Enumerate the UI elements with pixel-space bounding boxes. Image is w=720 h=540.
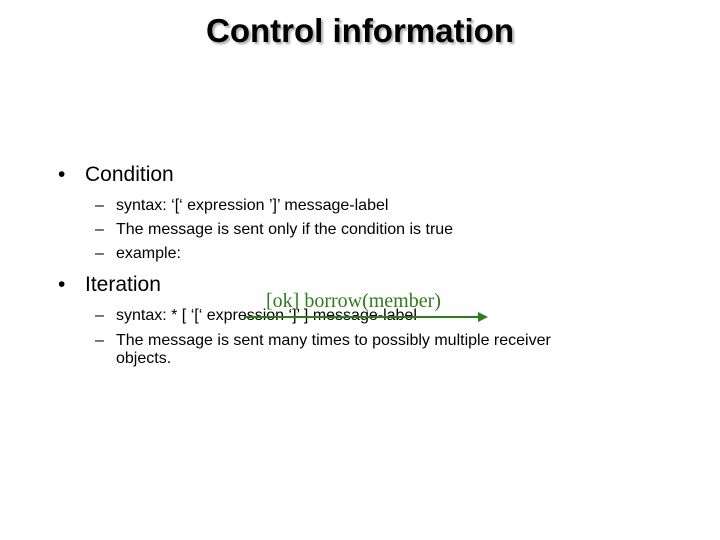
sub-bullet-text: objects. (116, 350, 172, 367)
example-message-label: [ok] borrow(member) (266, 290, 441, 312)
bullet-dot: • (58, 273, 66, 296)
slide-title: Control information (206, 12, 514, 49)
sub-bullet-text: example: (116, 245, 181, 262)
dash: – (95, 245, 104, 262)
bullet-dot: • (58, 163, 66, 186)
dash: – (95, 197, 104, 214)
bullet-iteration-label: Iteration (85, 273, 161, 296)
sub-bullet-text: The message is sent only if the condition is true (116, 221, 454, 238)
dash: – (95, 221, 104, 238)
dash: – (95, 307, 104, 324)
sub-bullet-text: syntax: * [ ‘[‘ expression ‘]’ ] message-label (116, 307, 417, 324)
dash: – (95, 332, 104, 349)
sub-bullet-text: The message is sent many times to possibly multiple receiver (116, 332, 551, 349)
sub-bullet-text: syntax: ‘[‘ expression ’]’ message-label (116, 197, 389, 214)
bullet-condition-label: Condition (85, 163, 174, 186)
